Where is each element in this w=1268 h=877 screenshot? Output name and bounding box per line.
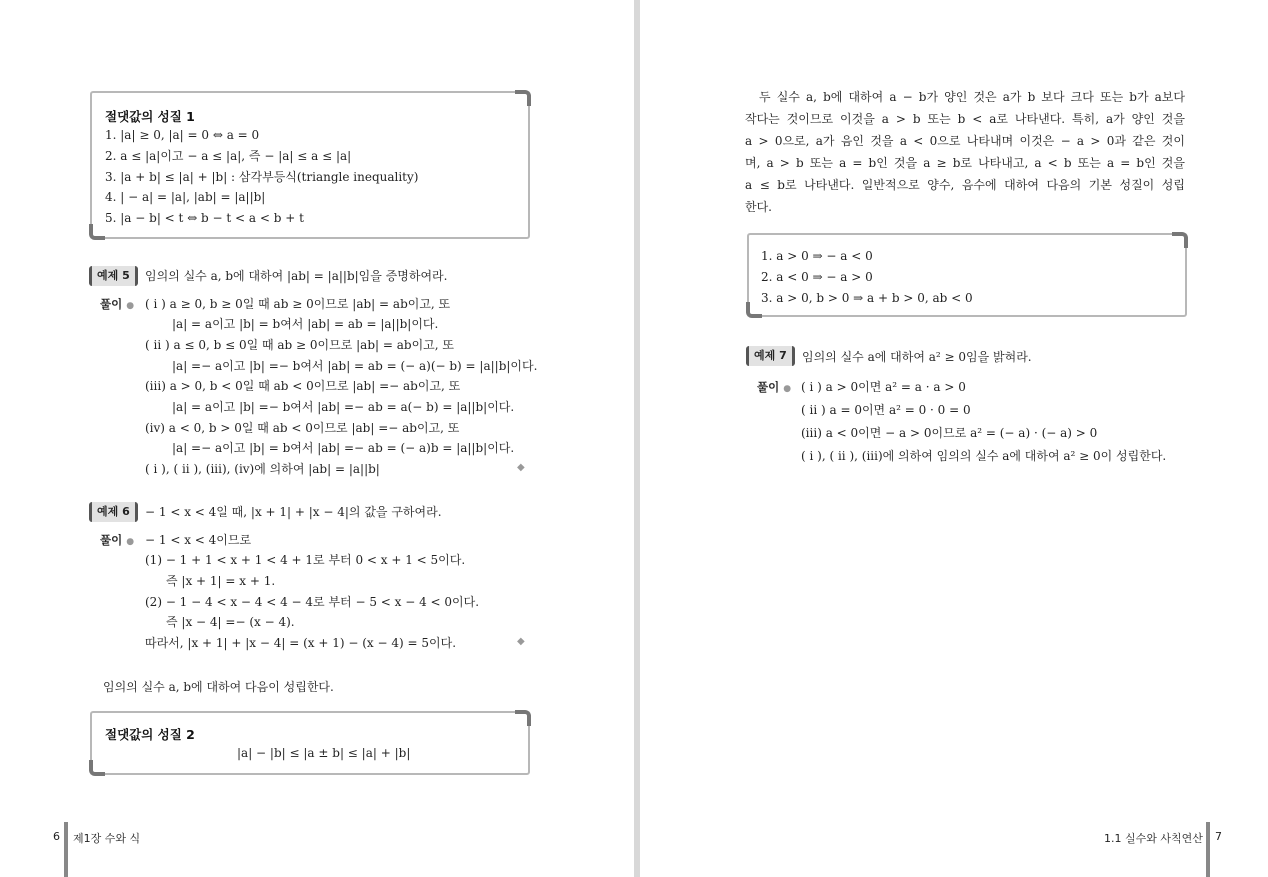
ex5-line-5: (iii) a > 0, b < 0일 때 ab < 0이므로 |ab| =− ab이고, 또	[145, 379, 461, 393]
ex5-line-4: |a| =− a이고 |b| =− b여서 |ab| = ab = (− a)(− b) = |a||b|이다.	[172, 359, 538, 373]
property-line-2: 2. a ≤ |a|이고 − a ≤ |a|, 즉 − |a| ≤ a ≤ |a|	[105, 149, 352, 163]
paragraph-line: 작다는 것이므로 이것을 a > b 또는 b < a로 나타낸다. 특히, a가 양인 것을	[745, 112, 1185, 126]
example-5-solution-label: 풀이 ●	[100, 297, 135, 311]
property-line-3: 3. |a + b| ≤ |a| + |b| : 삼각부등식(triangle inequality)	[105, 170, 419, 184]
example-7-tag: 예제 7	[746, 346, 795, 366]
footer-bar	[1206, 822, 1210, 877]
bullet-icon: ●	[783, 384, 792, 394]
paragraph-line: a > 0으로, a가 음인 것을 a < 0으로 나타내며 이것은 − a > 0과 같은 것이	[745, 134, 1185, 148]
ex5-line-3: ( ii ) a ≤ 0, b ≤ 0일 때 ab ≥ 0이므로 |ab| = ab이고, 또	[145, 338, 454, 352]
basic-properties-box	[747, 233, 1187, 317]
absolute-value-properties-2-box	[90, 711, 530, 775]
page-number: 6	[53, 830, 60, 843]
chapter-title: 제1장 수와 식	[73, 832, 141, 845]
bullet-icon: ●	[126, 301, 135, 311]
basic-property-3: 3. a > 0, b > 0 ⇒ a + b > 0, ab < 0	[761, 291, 973, 305]
ex6-line-5: 즉 |x − 4| =− (x − 4).	[166, 615, 295, 629]
ex7-line-1: ( i ) a > 0이면 a² = a · a > 0	[801, 380, 966, 394]
ex5-line-2: |a| = a이고 |b| = b여서 |ab| = ab = |a||b|이다.	[172, 317, 439, 331]
ex7-line-4: ( i ), ( ii ), (iii)에 의하여 임의의 실수 a에 대하여 a² ≥ 0이 성립한다.	[801, 449, 1167, 463]
ex6-line-4: (2) − 1 − 4 < x − 4 < 4 − 4로 부터 − 5 < x − 4 < 0이다.	[145, 595, 480, 609]
paragraph-line: 두 실수 a, b에 대하여 a − b가 양인 것은 a가 b 보다 크다 또는 b가 a보다	[759, 90, 1185, 104]
section-title: 1.1 실수와 사칙연산	[1104, 832, 1203, 845]
ex5-line-9: ( i ), ( ii ), (iii), (iv)에 의하여 |ab| = |a||b|	[145, 462, 380, 476]
basic-property-2: 2. a < 0 ⇒ − a > 0	[761, 270, 873, 284]
ex7-line-3: (iii) a < 0이면 − a > 0이므로 a² = (− a) · (− a) > 0	[801, 426, 1098, 440]
ex7-line-2: ( ii ) a = 0이면 a² = 0 · 0 = 0	[801, 403, 971, 417]
example-5-tag: 예제 5	[89, 266, 138, 286]
basic-property-1: 1. a > 0 ⇒ − a < 0	[761, 249, 873, 263]
ex5-qed-icon: ◆	[517, 462, 525, 473]
example-6-solution-label: 풀이 ●	[100, 533, 135, 547]
ex5-line-8: |a| =− a이고 |b| = b여서 |ab| =− ab = (− a)b = |a||b|이다.	[172, 441, 515, 455]
example-7-question: 임의의 실수 a에 대하여 a² ≥ 0임을 밝혀라.	[802, 350, 1032, 364]
property-line-5: 5. |a − b| < t ⇔ b − t < a < b + t	[105, 211, 304, 225]
ex6-qed-icon: ◆	[517, 636, 525, 647]
example-7-solution-label: 풀이 ●	[757, 380, 792, 394]
intro-paragraph	[745, 86, 1185, 218]
intro-text: 임의의 실수 a, b에 대하여 다음이 성립한다.	[103, 680, 334, 694]
ex6-line-6: 따라서, |x + 1| + |x − 4| = (x + 1) − (x − 4) = 5이다.	[145, 636, 457, 650]
ex6-line-1: − 1 < x < 4이므로	[145, 533, 252, 547]
property-line-4: 4. | − a| = |a|, |ab| = |a||b|	[105, 190, 266, 204]
footer-bar	[64, 822, 68, 877]
ex5-line-6: |a| = a이고 |b| =− b여서 |ab| =− ab = a(− b) = |a||b|이다.	[172, 400, 515, 414]
ex5-line-1: ( i ) a ≥ 0, b ≥ 0일 때 ab ≥ 0이므로 |ab| = ab이고, 또	[145, 297, 451, 311]
paragraph-line: a ≤ b로 나타낸다. 일반적으로 양수, 음수에 대하여 다음의 기본 성질이 성립	[745, 178, 1185, 192]
paragraph-line: 며, a > b 또는 a = b인 것을 a ≥ b로 나타내고, a < b 또는 a = b인 것을	[745, 156, 1185, 170]
box-title: 절댓값의 성질 1	[105, 109, 195, 124]
box-title: 절댓값의 성질 2	[105, 727, 195, 742]
ex5-line-7: (iv) a < 0, b > 0일 때 ab < 0이므로 |ab| =− ab이고, 또	[145, 421, 460, 435]
property-line-1: 1. |a| ≥ 0, |a| = 0 ⇔ a = 0	[105, 128, 260, 142]
example-6-question: − 1 < x < 4일 때, |x + 1| + |x − 4|의 값을 구하여라.	[145, 505, 442, 519]
ex6-line-3: 즉 |x + 1| = x + 1.	[166, 574, 276, 588]
ex6-line-2: (1) − 1 + 1 < x + 1 < 4 + 1로 부터 0 < x + 1 < 5이다.	[145, 553, 466, 567]
bullet-icon: ●	[126, 537, 135, 547]
absolute-value-properties-1-box	[90, 91, 530, 239]
page-number: 7	[1215, 830, 1222, 843]
triangle-inequality-formula: |a| − |b| ≤ |a ± b| ≤ |a| + |b|	[237, 746, 411, 760]
paragraph-line: 한다.	[745, 200, 772, 214]
example-5-question: 임의의 실수 a, b에 대하여 |ab| = |a||b|임을 증명하여라.	[145, 269, 448, 283]
right-page	[640, 0, 1268, 877]
example-6-tag: 예제 6	[89, 502, 138, 522]
